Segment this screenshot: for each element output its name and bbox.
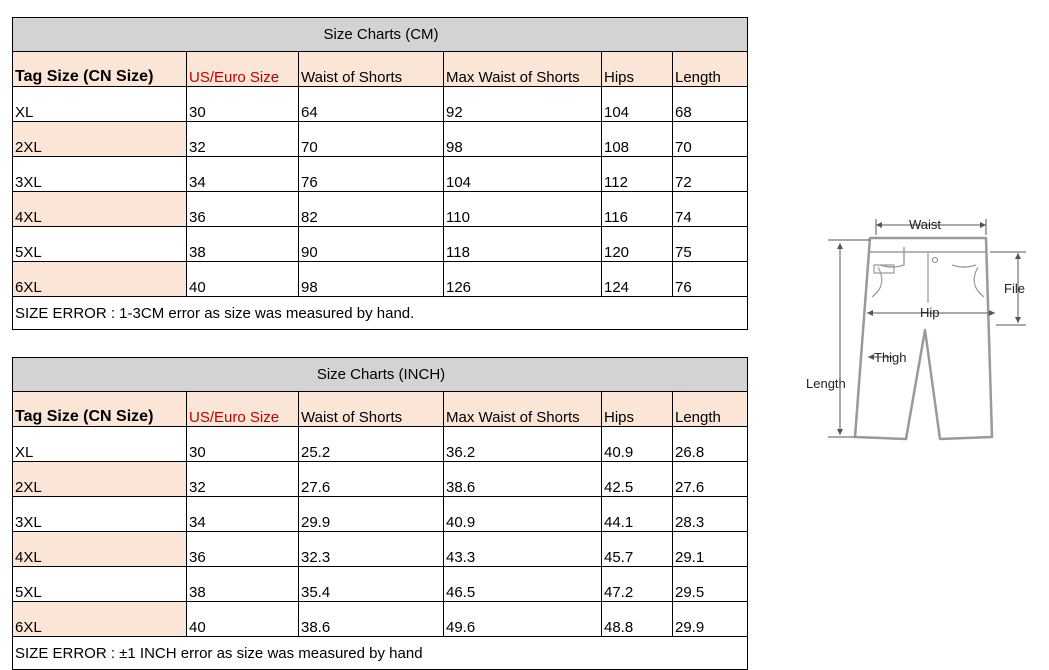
- column-header: Hips: [602, 392, 673, 427]
- chart-title-row: [13, 18, 748, 52]
- table-cell: 82: [299, 192, 444, 227]
- table-cell: 29.9: [673, 602, 748, 637]
- table-cell: 45.7: [602, 532, 673, 567]
- column-header: Tag Size (CN Size): [13, 392, 187, 427]
- chart-title: Size Charts (INCH): [13, 358, 748, 392]
- hip-label: Hip: [920, 305, 940, 320]
- table-cell: 36: [187, 192, 299, 227]
- table-cell: 3XL: [13, 157, 187, 192]
- table-cell: 70: [299, 122, 444, 157]
- table-cell: 5XL: [13, 227, 187, 262]
- table-cell: 76: [673, 262, 748, 297]
- table-row: [13, 122, 748, 157]
- table-cell: 27.6: [299, 462, 444, 497]
- table-cell: 30: [187, 427, 299, 462]
- table-cell: 32: [187, 462, 299, 497]
- column-header: Waist of Shorts: [299, 392, 444, 427]
- column-header: Max Waist of Shorts: [444, 392, 602, 427]
- table-cell: 124: [602, 262, 673, 297]
- table-cell: 38.6: [299, 602, 444, 637]
- table-cell: 6XL: [13, 262, 187, 297]
- table-cell: 30: [187, 87, 299, 122]
- table-cell: 92: [444, 87, 602, 122]
- table-cell: 2XL: [13, 462, 187, 497]
- table-cell: 72: [673, 157, 748, 192]
- table-cell: 70: [673, 122, 748, 157]
- table-cell: 25.2: [299, 427, 444, 462]
- table-row: [13, 567, 748, 602]
- column-header: Length: [673, 392, 748, 427]
- size-chart-cm-body: [13, 18, 748, 330]
- table-cell: 48.8: [602, 602, 673, 637]
- table-cell: 35.4: [299, 567, 444, 602]
- table-cell: 112: [602, 157, 673, 192]
- column-header: Hips: [602, 52, 673, 87]
- table-row: [13, 602, 748, 637]
- length-label: Length: [806, 376, 846, 391]
- table-row: [13, 462, 748, 497]
- size-error-note: SIZE ERROR : ±1 INCH error as size was measured by hand: [13, 637, 748, 670]
- table-cell: 49.6: [444, 602, 602, 637]
- table-cell: 40.9: [444, 497, 602, 532]
- table-cell: 108: [602, 122, 673, 157]
- size-chart-cm: [12, 17, 748, 330]
- table-row: [13, 157, 748, 192]
- column-header: Max Waist of Shorts: [444, 52, 602, 87]
- table-cell: 36: [187, 532, 299, 567]
- table-cell: 38.6: [444, 462, 602, 497]
- table-cell: 32: [187, 122, 299, 157]
- table-cell: 34: [187, 497, 299, 532]
- column-header: US/Euro Size: [187, 392, 299, 427]
- table-cell: 47.2: [602, 567, 673, 602]
- table-cell: 104: [444, 157, 602, 192]
- table-cell: 6XL: [13, 602, 187, 637]
- table-cell: 40.9: [602, 427, 673, 462]
- column-header: Length: [673, 52, 748, 87]
- table-cell: 74: [673, 192, 748, 227]
- table-cell: 120: [602, 227, 673, 262]
- file-label: File: [1004, 281, 1025, 296]
- table-row: [13, 262, 748, 297]
- table-cell: 29.1: [673, 532, 748, 567]
- chart-title: Size Charts (CM): [13, 18, 748, 52]
- table-cell: 36.2: [444, 427, 602, 462]
- table-cell: 40: [187, 602, 299, 637]
- table-cell: 29.9: [299, 497, 444, 532]
- table-cell: 43.3: [444, 532, 602, 567]
- table-cell: 40: [187, 262, 299, 297]
- table-cell: 34: [187, 157, 299, 192]
- table-cell: 2XL: [13, 122, 187, 157]
- table-cell: 110: [444, 192, 602, 227]
- table-cell: 90: [299, 227, 444, 262]
- size-chart-inch: [12, 357, 748, 670]
- table-cell: 5XL: [13, 567, 187, 602]
- chart-title-row: [13, 358, 748, 392]
- table-cell: 118: [444, 227, 602, 262]
- table-cell: 3XL: [13, 497, 187, 532]
- table-row: [13, 192, 748, 227]
- table-cell: 42.5: [602, 462, 673, 497]
- thigh-label: Thigh: [874, 350, 907, 365]
- table-cell: 64: [299, 87, 444, 122]
- table-cell: 32.3: [299, 532, 444, 567]
- size-error-row: [13, 637, 748, 670]
- size-chart-inch-body: [13, 358, 748, 670]
- column-header: US/Euro Size: [187, 52, 299, 87]
- header-row: [13, 392, 748, 427]
- table-cell: XL: [13, 427, 187, 462]
- table-cell: 27.6: [673, 462, 748, 497]
- table-cell: 38: [187, 227, 299, 262]
- table-cell: 4XL: [13, 192, 187, 227]
- table-cell: 126: [444, 262, 602, 297]
- table-cell: 44.1: [602, 497, 673, 532]
- table-cell: 26.8: [673, 427, 748, 462]
- table-cell: 46.5: [444, 567, 602, 602]
- size-error-note: SIZE ERROR : 1-3CM error as size was measured by hand.: [13, 297, 748, 330]
- table-cell: 98: [299, 262, 444, 297]
- table-row: [13, 87, 748, 122]
- table-cell: 116: [602, 192, 673, 227]
- table-cell: 4XL: [13, 532, 187, 567]
- table-cell: 104: [602, 87, 673, 122]
- table-row: [13, 227, 748, 262]
- size-error-row: [13, 297, 748, 330]
- table-cell: 98: [444, 122, 602, 157]
- column-header: Waist of Shorts: [299, 52, 444, 87]
- table-cell: 68: [673, 87, 748, 122]
- table-cell: 28.3: [673, 497, 748, 532]
- table-row: [13, 532, 748, 567]
- shorts-outline: [855, 238, 992, 439]
- waist-label: Waist: [909, 217, 942, 232]
- column-header: Tag Size (CN Size): [13, 52, 187, 87]
- table-row: [13, 497, 748, 532]
- table-row: [13, 427, 748, 462]
- table-cell: 76: [299, 157, 444, 192]
- table-cell: 38: [187, 567, 299, 602]
- header-row: [13, 52, 748, 87]
- table-cell: XL: [13, 87, 187, 122]
- table-cell: 75: [673, 227, 748, 262]
- table-cell: 29.5: [673, 567, 748, 602]
- shorts-measurement-diagram: [800, 205, 1040, 455]
